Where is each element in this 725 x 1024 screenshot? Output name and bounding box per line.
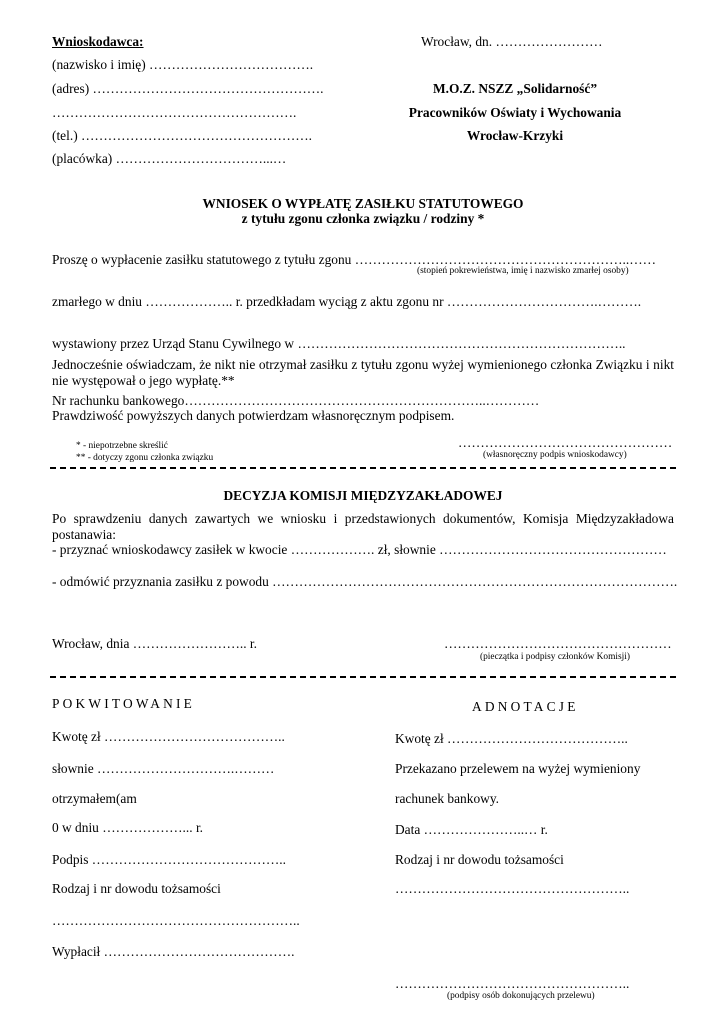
applicant-address-field-2: ………………………………………………. [52, 105, 297, 120]
footnote-1: * - niepotrzebne skreślić [76, 441, 168, 451]
section-divider-1 [50, 467, 676, 469]
section-divider-2 [50, 676, 676, 678]
annotations-signature-label: (podpisy osób dokonujących przelewu) [447, 991, 595, 1001]
applicant-signature-label: (własnoręczny podpis wnioskodawcy) [483, 450, 627, 460]
receipt-received-label: otrzymałem(am [52, 791, 137, 806]
receipt-signature-line: Podpis …………………………………….. [52, 852, 286, 867]
request-hint: (stopień pokrewieństwa, imię i nazwisko zmarłej osoby) [417, 266, 629, 276]
request-line: Proszę o wypłacenie zasiłku statutowego z tytułu zgonu ……………………………………………………..…… [52, 252, 656, 267]
commission-signature-line: …………………………………………… [444, 636, 672, 651]
annotations-transfer-line-2: rachunek bankowy. [395, 791, 499, 806]
place-date-field: Wrocław, dn. …………………… [421, 34, 603, 49]
annotations-amount-line: Kwotę zł ………………………………….. [395, 731, 628, 746]
receipt-date-line: 0 w dniu ………………... r. [52, 820, 204, 835]
registry-office-line: wystawiony przez Urząd Stanu Cywilnego w ……………………………………………………………….. [52, 336, 626, 351]
decision-grant-line: - przyznać wnioskodawcy zasiłek w kwocie ………………. zł, słownie …………………………………………… [52, 542, 667, 557]
receipt-id-line: ……………………………………………….. [52, 913, 300, 928]
recipient-line-1: M.O.Z. NSZZ „Solidarność” [432, 81, 598, 96]
receipt-heading: POKWITOWANIE [52, 696, 196, 711]
recipient-line-3: Wrocław-Krzyki [466, 128, 564, 143]
receipt-id-label: Rodzaj i nr dowodu tożsamości [52, 881, 221, 896]
document-subtitle: z tytułu zgonu członka związku / rodziny * [241, 211, 485, 226]
annotations-signature-line: …………………………………………….. [395, 976, 630, 991]
annotations-id-line: …………………………………………….. [395, 881, 630, 896]
applicant-institution-field: (placówka) ……………………………...… [52, 151, 287, 166]
commission-signature-label: (pieczątka i podpisy członków Komisji) [480, 652, 630, 662]
died-date-line: zmarłego w dniu ……………….. r. przedkładam wyciąg z aktu zgonu nr …………………………….………. [52, 294, 642, 309]
declaration-text: Jednocześnie oświadczam, że nikt nie otrzymał zasiłku z tytułu zgonu wyżej wymienionego członka Związku i nikt nie występował o jego wypłatę.** [52, 357, 674, 388]
document-title: WNIOSEK O WYPŁATĘ ZASIŁKU STATUTOWEGO [202, 196, 524, 211]
applicant-signature-line: ………………………………………… [458, 435, 673, 450]
annotations-id-label: Rodzaj i nr dowodu tożsamości [395, 852, 564, 867]
annotations-transfer-line-1: Przekazano przelewem na wyżej wymieniony [395, 761, 641, 776]
decision-date-line: Wrocław, dnia …………………….. r. [52, 636, 257, 651]
recipient-line-2: Pracowników Oświaty i Wychowania [408, 105, 622, 120]
decision-deny-line: - odmówić przyznania zasiłku z powodu ………………………………………………………………………………. [52, 574, 678, 589]
applicant-name-field: (nazwisko i imię) ………………………………. [52, 57, 314, 72]
receipt-amount-line: Kwotę zł ………………………………….. [52, 729, 285, 744]
applicant-heading: Wnioskodawca: [52, 34, 144, 49]
receipt-paid-line: Wypłacił ……………………………………. [52, 944, 295, 959]
receipt-words-line: słownie ………………………….……… [52, 761, 275, 776]
annotations-date-line: Data …………………..… r. [395, 822, 548, 837]
applicant-address-field: (adres) ……………………………………………. [52, 81, 324, 96]
applicant-phone-field: (tel.) ……………………………………………. [52, 128, 312, 143]
decision-heading: DECYZJA KOMISJI MIĘDZYZAKŁADOWEJ [223, 488, 503, 503]
annotations-heading: ADNOTACJE [472, 699, 579, 714]
decision-intro: Po sprawdzeniu danych zawartych we wniosku i przedstawionych dokumentów, Komisja Międzyzakładowa postanawia: [52, 511, 674, 542]
confirmation-text: Prawdziwość powyższych danych potwierdzam własnoręcznym podpisem. [52, 408, 455, 423]
footnote-2: ** - dotyczy zgonu członka związku [76, 453, 214, 463]
bank-account-line: Nr rachunku bankowego…………………………………………………………..………… [52, 393, 540, 408]
